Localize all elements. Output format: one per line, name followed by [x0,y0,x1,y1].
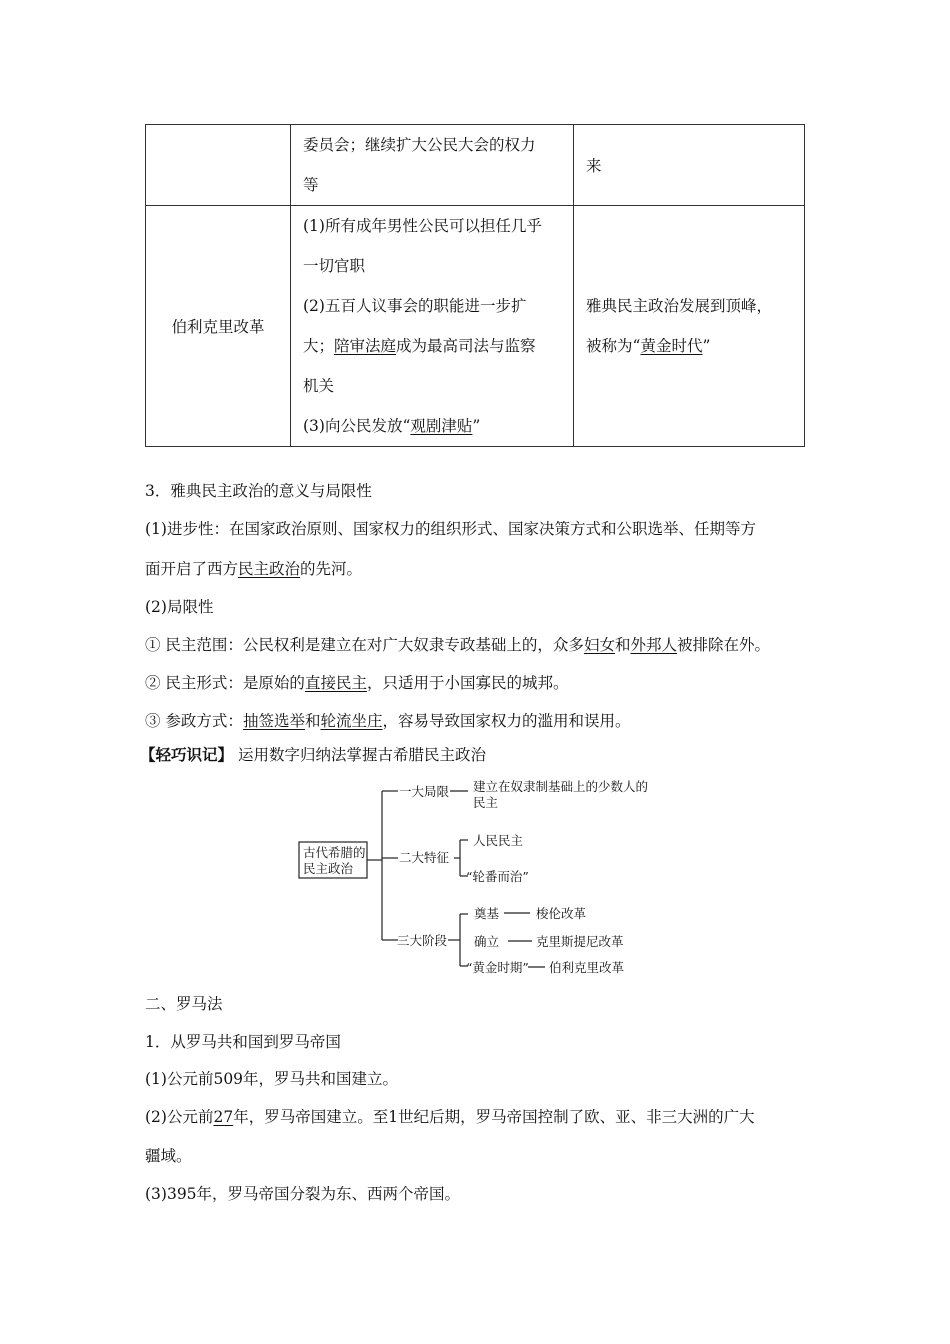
text: (2)公元前 [145,1108,214,1126]
cell-line: (2)五百人议事会的职能进一步扩 [303,297,527,315]
branch-label: 二大特征 [399,850,450,865]
tip-text: 运用数字归纳法掌握古希腊民主政治 [233,746,486,764]
underlined-term: 黄金时代 [640,337,703,355]
root-label: 民主政治 [303,861,354,876]
text: ② 民主形式：是原始的 [145,674,305,692]
section-heading: 3．雅典民主政治的意义与局限性 [145,482,372,500]
underlined-term: 轮流坐庄 [320,712,383,730]
text: 面开启了西方 [145,560,239,578]
paragraph: (1)公元前509年，罗马共和国建立。 [145,1070,399,1088]
text: 和 [614,636,631,654]
underlined-term: 27 [213,1108,234,1126]
leaf-label: 确立 [474,934,500,949]
subsection-heading: 1．从罗马共和国到罗马帝国 [145,1033,341,1051]
reform-name: 伯利克里改革 [171,318,265,336]
leaf-label: 人民民主 [473,833,524,848]
paragraph: 疆域。 [145,1147,192,1165]
leaf-label: 奠基 [474,906,500,921]
underlined-term: 外邦人 [630,636,677,654]
paragraph [145,1106,755,1128]
section-heading: 二、罗马法 [145,995,223,1013]
paragraph: (1)进步性：在国家政治原则、国家权力的组织形式、国家决策方式和公职选举、任期等方 [145,520,756,538]
leaf-result: 克里斯提尼改革 [536,934,624,949]
leaf-label: “黄金时期” [466,960,529,975]
text: ① 民主范围：公民权利是建立在对广大奴隶专政基础上的，众多 [145,636,584,654]
branch-desc: 民主 [473,795,499,810]
text: 成为最高司法与监察 [396,337,536,355]
underlined-term: 妇女 [583,636,615,654]
text: 被称为“ [586,337,641,355]
underlined-term: 直接民主 [304,674,367,692]
underlined-term: 陪审法庭 [334,337,397,355]
text: ，只适用于小国寡民的城邦。 [366,674,569,692]
paragraph: (2)局限性 [145,598,214,616]
cell-line: 委员会；继续扩大公民大会的权力 [303,136,536,154]
tip-label: 【轻巧识记】 [140,745,234,764]
cell-text: 来 [586,157,602,175]
text: ③ 参政方式： [145,712,243,730]
leaf-label: “轮番而治” [466,869,529,884]
text: (3)向公民发放“ [303,417,411,435]
text: ，容易导致国家权力的滥用和误用。 [382,712,631,730]
cell-line: 一切官职 [303,257,366,275]
underlined-term: 抽签选举 [242,712,305,730]
leaf-result: 伯利克里改革 [549,960,625,975]
cell-line: 等 [303,176,319,194]
text: ” [702,337,711,355]
text: 大； [303,337,335,355]
cell-line: (1)所有成年男性公民可以担任几乎 [303,217,542,235]
branch-desc: 建立在奴隶制基础上的少数人的 [473,779,649,794]
text: 年，罗马帝国建立。至1世纪后期，罗马帝国控制了欧、亚、非三大洲的广大 [233,1108,755,1126]
leaf-result: 梭伦改革 [536,906,587,921]
underlined-term: 观剧津贴 [410,417,473,435]
cell-line: 雅典民主政治发展到顶峰， [586,297,773,315]
text: 和 [304,712,321,730]
cell-line: 机关 [303,377,335,395]
text: 被排除在外。 [676,636,770,654]
paragraph: (3)395年，罗马帝国分裂为东、西两个帝国。 [145,1185,461,1203]
underlined-term: 民主政治 [238,560,301,578]
text: ” [472,417,481,435]
root-label: 古代希腊的 [303,845,366,860]
text: 的先河。 [300,560,363,578]
branch-label: 一大局限 [399,784,450,799]
branch-label: 三大阶段 [397,933,448,948]
